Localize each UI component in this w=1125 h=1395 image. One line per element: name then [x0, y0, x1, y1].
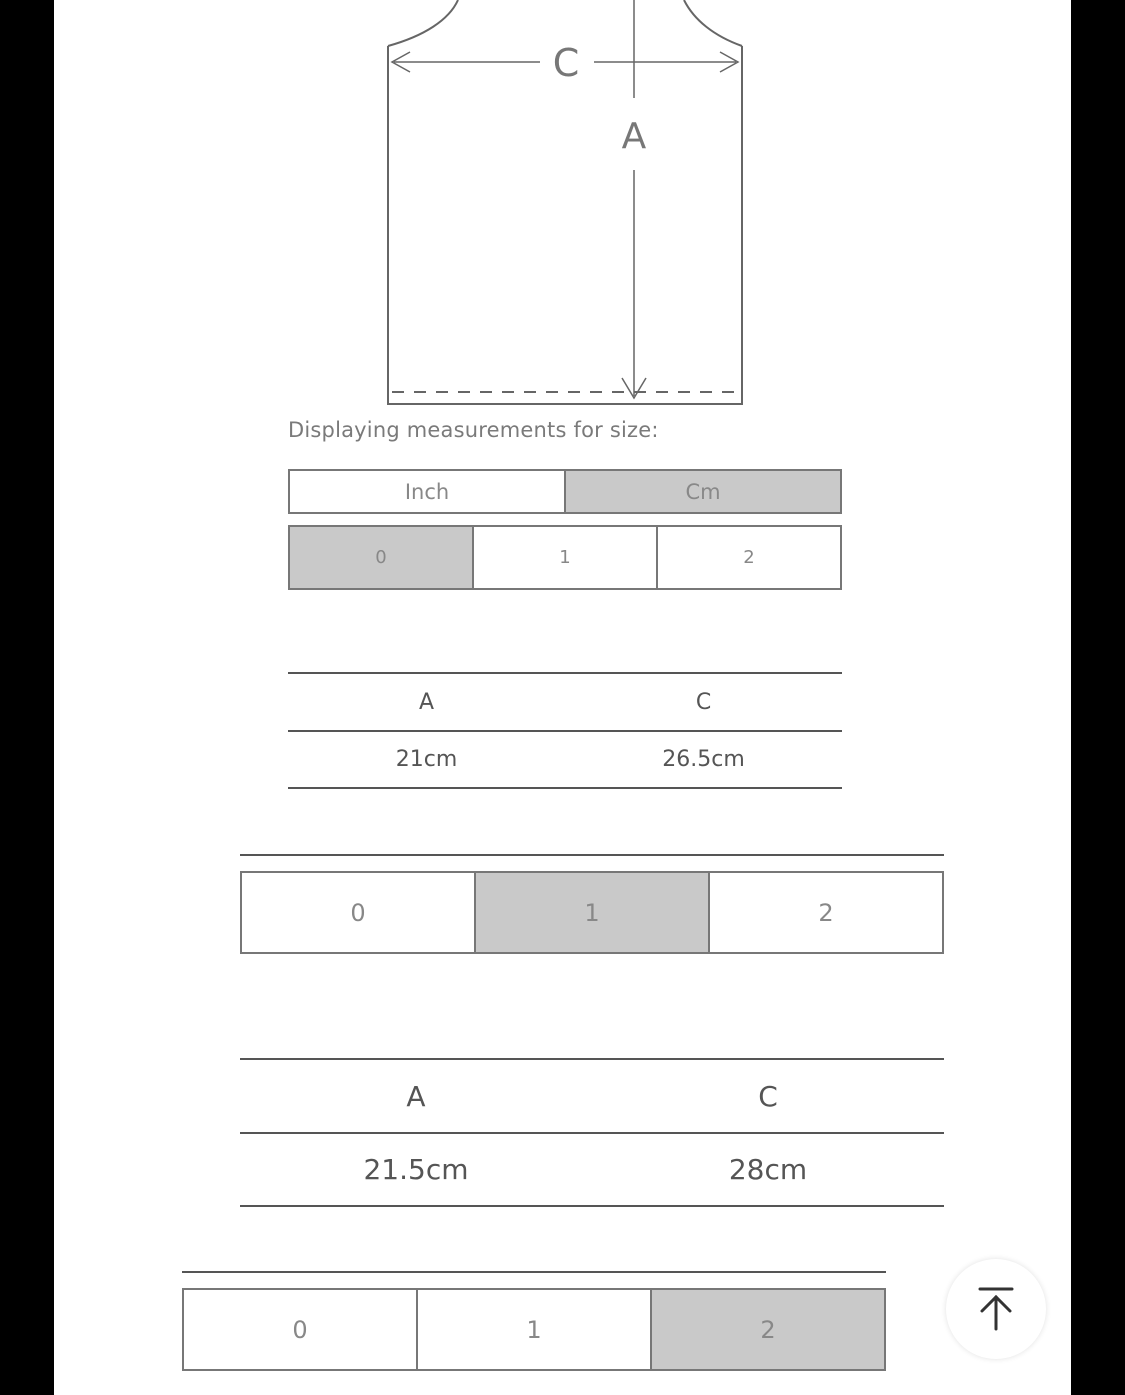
table-header-c: C — [758, 1079, 778, 1113]
size-option-0[interactable]: 0 — [350, 898, 366, 927]
unit-option-inch[interactable]: Inch — [404, 479, 450, 504]
diagram-label-a: A — [621, 116, 647, 157]
section-divider — [240, 854, 944, 856]
table-header-a: A — [418, 689, 435, 715]
size-option-0[interactable]: 0 — [292, 1315, 308, 1344]
table-value-c: 26.5cm — [662, 747, 745, 772]
table-header-c: C — [695, 689, 712, 715]
table-value-a: 21cm — [395, 747, 458, 772]
table-value-c: 28cm — [728, 1153, 808, 1186]
size-option-0[interactable]: 0 — [290, 527, 472, 588]
section-divider — [182, 1271, 886, 1273]
unit-option-cm[interactable]: Cm — [564, 471, 840, 512]
table-header-a: A — [406, 1079, 426, 1113]
garment-measurement-diagram — [54, 0, 1071, 420]
diagram-label-c: C — [552, 41, 580, 85]
arrow-up-to-line-icon — [974, 1285, 1018, 1333]
page — [54, 0, 1071, 1395]
table-value-a: 21.5cm — [363, 1153, 469, 1186]
unit-toggle — [288, 469, 842, 514]
size-selector — [240, 871, 944, 954]
size-option-2[interactable]: 2 — [708, 873, 942, 952]
size-option-1[interactable]: 1 — [416, 1290, 650, 1369]
size-option-1[interactable]: 1 — [474, 873, 708, 952]
table-rule — [288, 787, 842, 789]
size-selector — [182, 1288, 886, 1371]
table-rule — [240, 1205, 944, 1207]
scroll-to-top-button[interactable] — [946, 1259, 1046, 1359]
left-armhole-curve — [388, 0, 458, 46]
size-option-2[interactable]: 2 — [656, 527, 840, 588]
right-armhole-curve — [684, 0, 742, 46]
size-option-2[interactable]: 2 — [650, 1290, 884, 1369]
garment-outline — [388, 46, 742, 404]
size-caption: Displaying measurements for size: — [288, 418, 659, 442]
size-selector — [288, 525, 842, 590]
size-option-1[interactable]: 1 — [472, 527, 656, 588]
